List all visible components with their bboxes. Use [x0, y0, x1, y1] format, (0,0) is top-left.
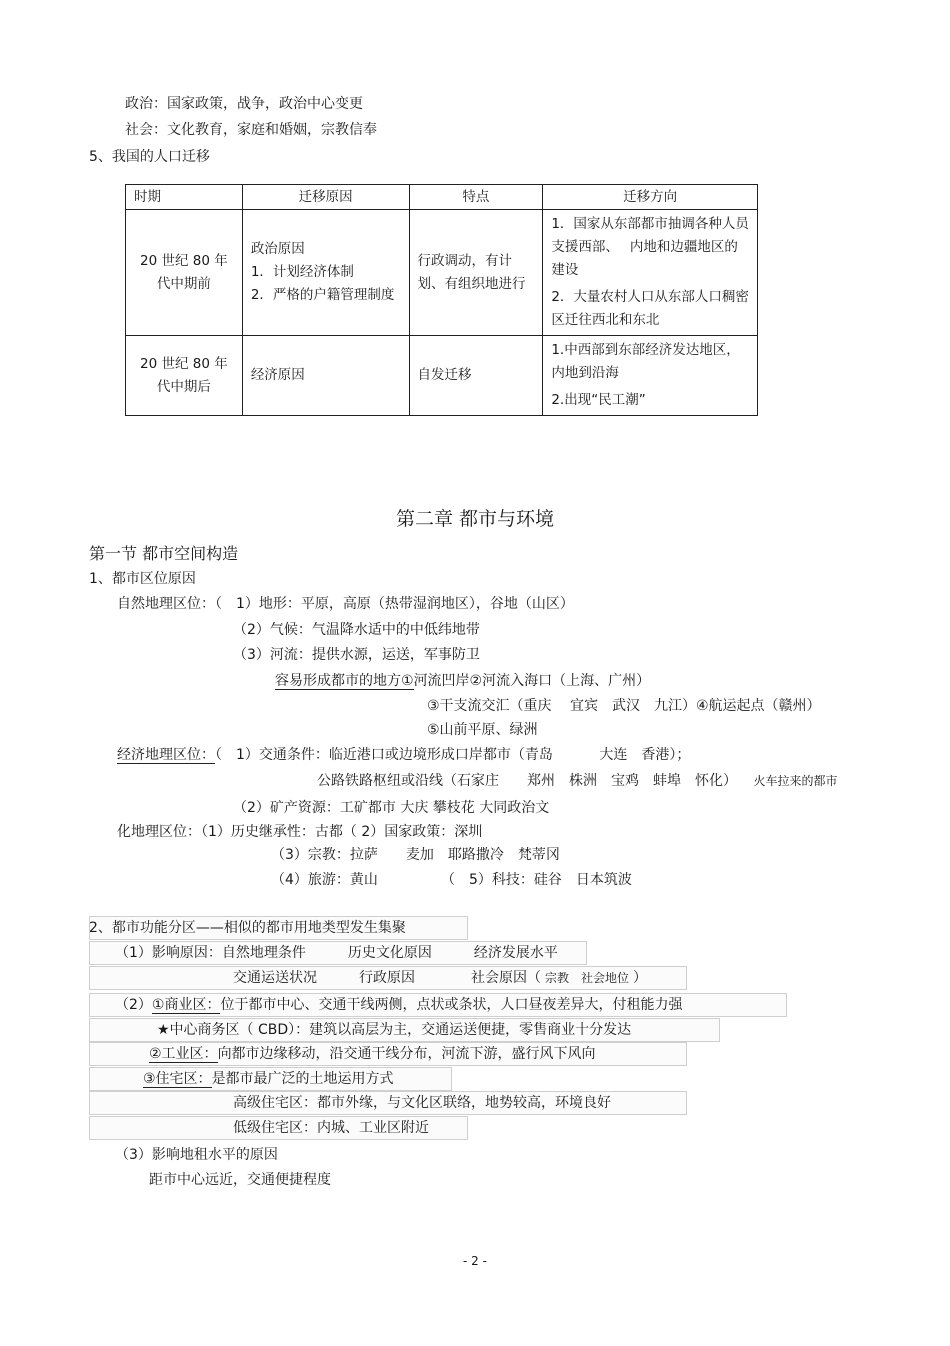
row2-direction-2: 2.出现“民工潮”: [551, 392, 646, 408]
econ-rail: 公路铁路枢纽或沿线（石家庄 郑州 株洲 宝鸡 蚌埠 怀化）: [317, 773, 737, 789]
natural-location-line: 自然地理区位：（ 1）地形：平原，高原（热带湿润地区），谷地（山区）: [117, 596, 574, 612]
table-row: [126, 210, 758, 336]
rent-factors-line: （3）影响地租水平的原因: [115, 1147, 278, 1163]
row2-period: 20 世纪 80 年代中期后: [126, 336, 243, 416]
residential-label: ③住宅区：: [143, 1071, 212, 1087]
residential-line: [143, 1070, 394, 1088]
religion-line: （3）宗教：拉萨 麦加 耶路撒冷 梵蒂冈: [271, 847, 560, 863]
factors-line: （1）影响原因：自然地理条件 历史文化原因 经济发展水平: [115, 945, 558, 961]
culture-line: 化地理区位：（1）历史继承性：古都（ 2）国家政策：深圳: [117, 824, 483, 840]
industrial-text: 向都市边缘移动，沿交通干线分布，河流下游，盛行风下风向: [217, 1046, 596, 1062]
row2-direction-1: 1.中西部到东部经济发达地区，内地到沿海: [551, 342, 740, 381]
commercial-line: [115, 996, 682, 1014]
econ-rail-line: [317, 772, 837, 790]
low-residential-line: 低级住宅区：内城、工业区附近: [233, 1120, 429, 1136]
cbd-line: ★中心商务区（ CBD）：建筑以高层为主，交通运送便捷，零售商业十分发达: [157, 1022, 632, 1038]
row1-period: 20 世纪 80 年代中期前: [126, 210, 243, 336]
politics-line: 政治：国家政策，战争，政治中心变更: [125, 96, 363, 112]
mineral-line: （2）矿产资源：工矿都市 大庆 攀枝花 大同政治文: [233, 800, 550, 816]
easy-city-3: ⑤山前平原、绿洲: [427, 722, 538, 738]
industrial-line: [149, 1045, 596, 1063]
rent-factors-detail: 距市中心远近，交通便捷程度: [149, 1172, 331, 1188]
section-title: 第一节 都市空间构造: [89, 544, 239, 563]
s2-heading: 2、都市功能分区——相似的都市用地类型发生集聚: [89, 920, 406, 936]
easy-city-2: ③干支流交汇（重庆 宜宾 武汉 九江）④航运起点（赣州）: [427, 698, 821, 714]
header-period: 时期: [126, 185, 243, 210]
high-residential-line: 高级住宅区：都市外缘，与文化区联络，地势较高，环境良好: [233, 1095, 611, 1111]
easy-city-label: 容易形成都市的地方①: [275, 673, 414, 689]
row1-direction-1: 1．国家从东部都市抽调各种人员支援西部、 内地和边疆地区的建设: [551, 216, 749, 278]
factors-2-end: ）: [633, 970, 648, 986]
commercial-label: ①商业区：: [151, 997, 221, 1013]
industrial-label: ②工业区：: [149, 1046, 218, 1062]
row2-direction: [543, 336, 758, 416]
chapter-title: 第二章 都市与环境: [395, 508, 555, 530]
residential-text: 是都市最广泛的土地运用方式: [211, 1071, 394, 1087]
factors-line-2: [233, 969, 647, 987]
river-line: （3）河流：提供水源，运送，军事防卫: [233, 647, 480, 663]
row1-reason-2: 2．严格的户籍管理制度: [250, 287, 395, 303]
row1-feature: 行政调动，有计划、有组织地进行: [409, 210, 543, 336]
row1-reason-title: 政治原因: [250, 241, 305, 257]
commercial-prefix: （2）: [115, 997, 152, 1013]
row1-direction-2: 2．大量农村人口从东部人口稠密区迁往西北和东北: [551, 289, 749, 328]
easy-city-1: 河流凹岸②河流入海口（上海、广州）: [413, 673, 651, 689]
tech-line: （ 5）科技：硅谷 日本筑波: [441, 872, 632, 888]
econ-location-label: 经济地理区位：: [117, 747, 215, 763]
easy-city-line: [275, 672, 650, 690]
s1-heading: 1、都市区位原因: [89, 571, 196, 587]
migration-table: [125, 184, 758, 416]
row2-reason: 经济原因: [242, 336, 409, 416]
page-number: - 2 -: [463, 1254, 487, 1268]
econ-location-line: [117, 746, 690, 764]
table-header-row: [126, 185, 758, 210]
header-direction: 迁移方向: [543, 185, 758, 210]
header-feature: 特点: [409, 185, 543, 210]
row1-reason-1: 1．计划经济体制: [250, 264, 354, 280]
factors-2-small: 宗教 社会地位: [545, 971, 630, 985]
society-line: 社会：文化教育，家庭和婚姻，宗教信奉: [125, 122, 377, 138]
header-reason: 迁移原因: [242, 185, 409, 210]
item5-heading: 5、我国的人口迁移: [89, 149, 210, 165]
row2-feature: 自发迁移: [409, 336, 543, 416]
tourism-line: （4）旅游：黄山: [271, 872, 378, 888]
factors-2-text: 交通运送状况 行政原因 社会原因（: [233, 970, 541, 986]
econ-transport: （ 1）交通条件：临近港口或边境形成口岸都市（青岛 大连 香港）；: [215, 747, 691, 763]
row1-reason: [242, 210, 409, 336]
climate-line: （2）气候：气温降水适中的中低纬地带: [233, 622, 480, 638]
econ-rail-note: 火车拉来的都市: [753, 774, 838, 788]
row1-direction: [543, 210, 758, 336]
commercial-text: 位于都市中心、交通干线两侧，点状或条状，人口昼夜差异大，付租能力强: [220, 997, 683, 1013]
table-row: [126, 336, 758, 416]
